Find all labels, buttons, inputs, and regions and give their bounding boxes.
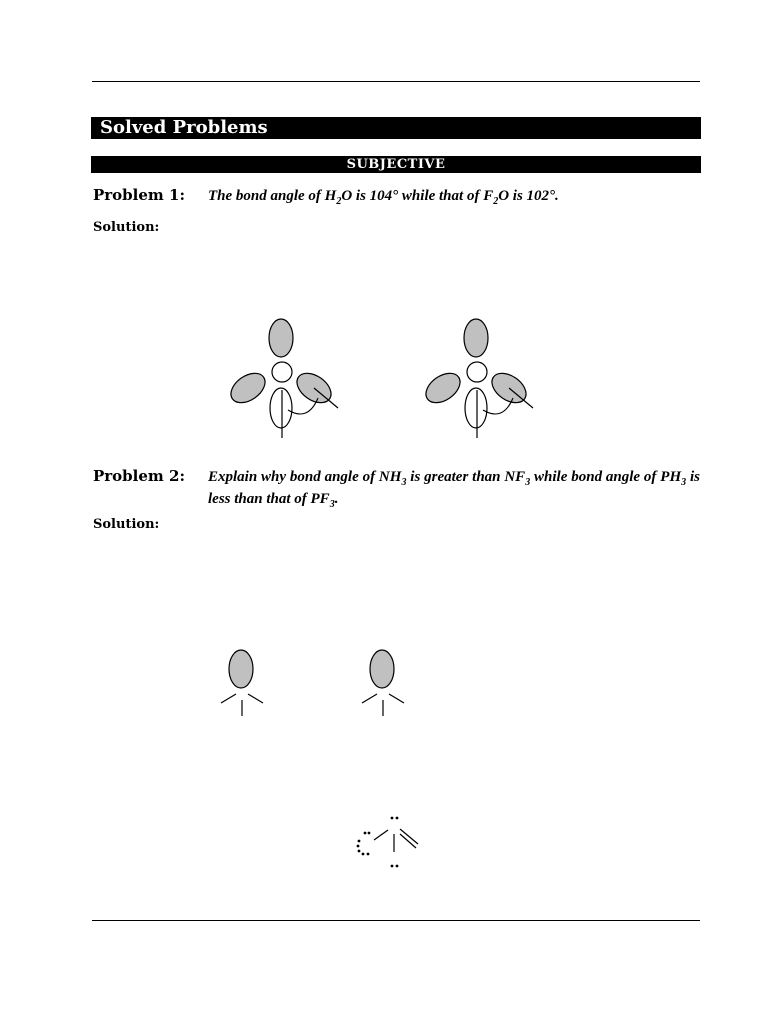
lone-pair-diagram-2 [353,645,413,720]
problem-1-solution-label: Solution: [93,220,160,235]
section-title: Solved Problems [100,117,268,138]
subsection-title: SUBJECTIVE [346,157,446,172]
problem-2-text: Explain why bond angle of $NH_3$ is greater than $NF_3$ while bond angle of $PH_3$ is less than that of $PF_3$. [208,469,700,510]
top-rule [92,81,700,82]
section-title-bar [91,117,701,139]
subsection-bar [91,156,701,173]
problem-2-solution-label: Solution: [93,517,160,532]
orbital-diagram-1 [220,310,350,440]
orbital-diagram-2 [415,310,545,440]
bottom-rule [92,920,700,921]
lone-pair-diagram-1 [212,645,272,720]
problem-2-label: Problem 2: [93,467,185,485]
lewis-fragment [350,810,430,875]
problem-1-text: The bond angle of $H_2O$ is 104° while that of $F_2O$ is 102°. [208,188,559,207]
problem-1-label: Problem 1: [93,186,185,204]
